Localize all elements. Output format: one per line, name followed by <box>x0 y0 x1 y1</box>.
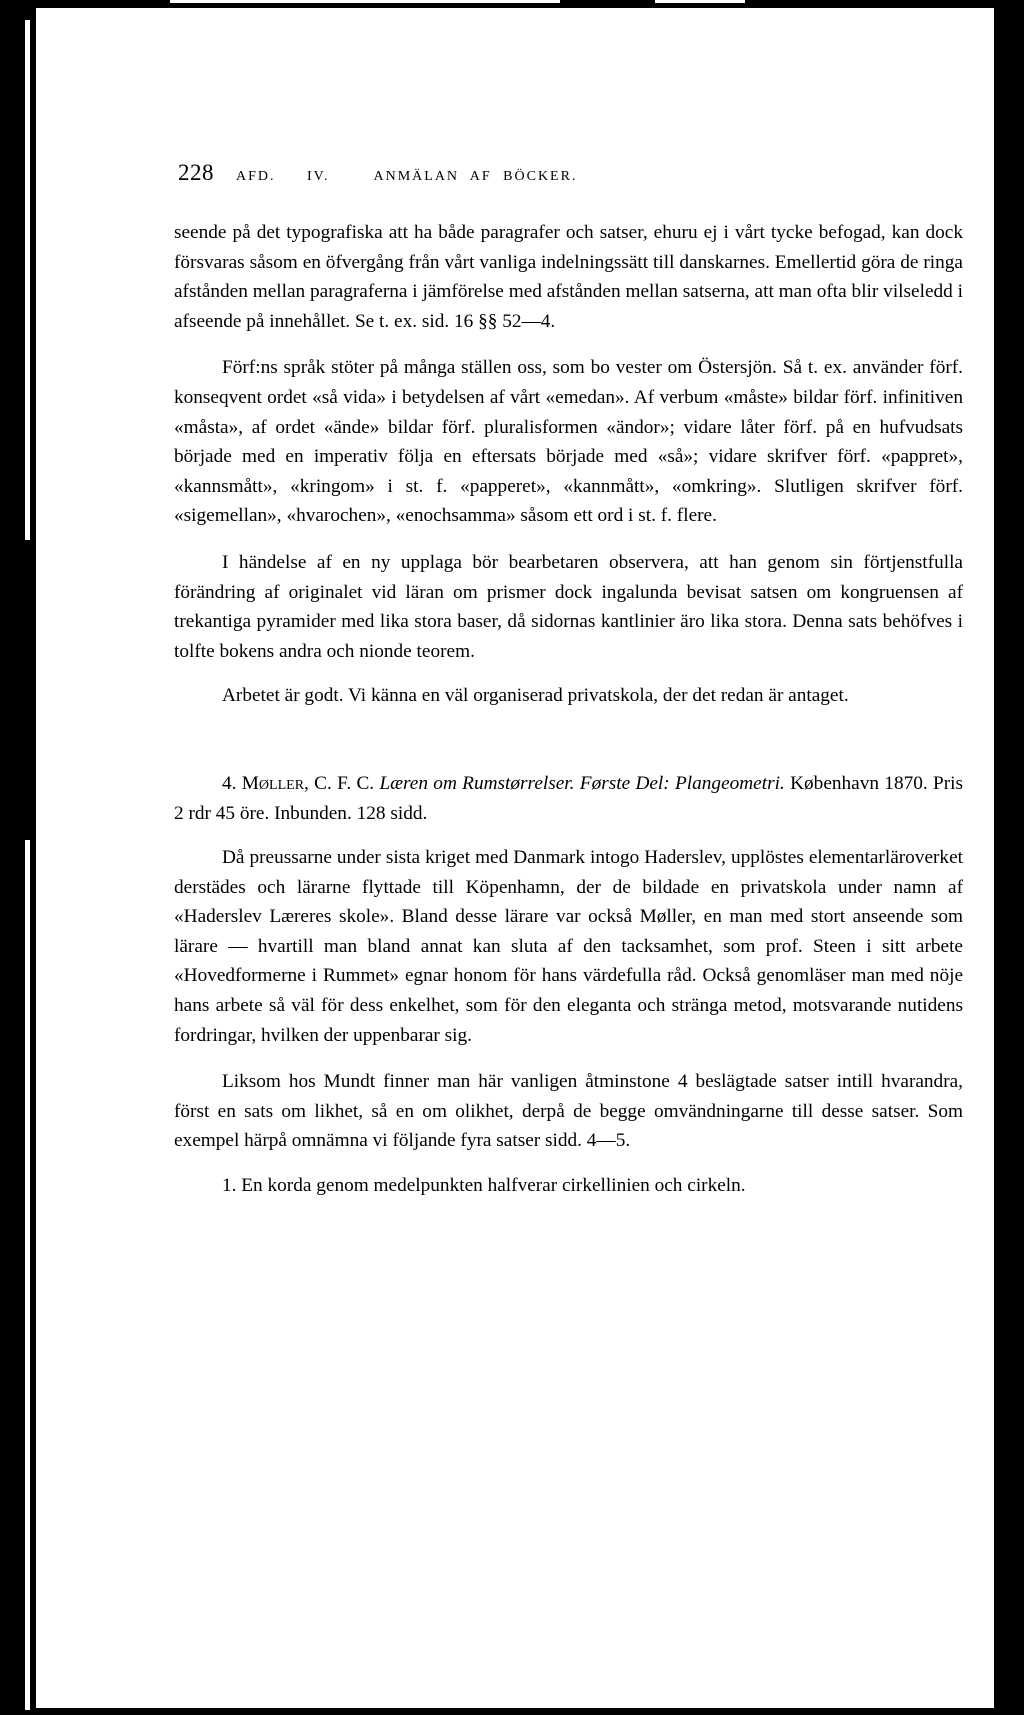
paragraph-new-edition: I händelse af en ny upplaga bör bearbetaren observera, att han genom sin förtjenstfulla förändring af originalet vid läran om prismer dock ingalunda bevisat satsen om kongruensen af trekantiga pyramider med lika stora baser, då sidornas kantlinier äro lika stora. Denna sats behöfves i tolfte bokens andra och nionde teorem. <box>174 551 963 662</box>
paragraph-background: Då preussarne under sista kriget med Danmark intogo Haderslev, upplöstes elementarläroverket derstädes och lärarne flyttade till Köpenhamn, der de bildade en privatskola under namn af «Haderslev Læreres skole». Bland desse lärare var också Møller, en man med stort anseende som lärare — hvartill man bland annat kan sluta af den tacksamhet, som prof. Steen i sitt arbete «Hovedformerne i Rummet» egnar honom för hans värdefulla råd. Också genomläser man med nöje hans arbete så väl för dess enkelhet, som för den eleganta och stränga metod, motsvarande nutidens fordringar, hvilken der uppenbarar sig. <box>174 847 963 1046</box>
body-text <box>174 218 963 1201</box>
paragraph-example-1: 1. En korda genom medelpunkten halfverar cirkellinien och cirkeln. <box>222 1175 746 1197</box>
paragraph-gap <box>174 1050 963 1067</box>
running-head-title: ANMÄLAN AF BÖCKER. <box>373 169 578 184</box>
review-author: Møller, C. F. C. <box>241 772 375 794</box>
paragraph-gap <box>174 666 963 681</box>
paragraph-verdict: Arbetet är godt. Vi känna en väl organiserad privatskola, der det redan är antaget. <box>222 685 849 707</box>
scan-edge-top-right <box>655 0 745 3</box>
review-title-part2: Første Del: Plangeometri. <box>579 772 785 794</box>
paragraph-gap <box>174 531 963 548</box>
review-number: 4. <box>222 772 237 794</box>
section-gap <box>174 711 963 769</box>
scan-edge-top-left <box>170 0 560 3</box>
scan-edge-left-top <box>25 20 30 540</box>
page-number: 228 <box>178 160 214 185</box>
paragraph-gap <box>174 336 963 353</box>
paragraph-method: Liksom hos Mundt finner man här vanligen åtminstone 4 beslägtade satser intill hvarandra, först en sats om likhet, så en om olikhet, derpå de begge omvändningarne till desse satser. Som exempel härpå omnämna vi följande fyra satser sidd. 4—5. <box>174 1071 963 1152</box>
review-entry <box>174 769 963 828</box>
running-head <box>236 169 577 185</box>
paragraph-continued: seende på det typografiska att ha både paragrafer och satser, ehuru ej i vårt tycke befogad, kan dock försvaras såsom en öfvergång från vårt vanliga indelningssätt till danskarnes. Emellertid göra de ringa afstånden mellan paragraferna i jämförelse med afstånden mellan satserna, att man ofta blir vilseledd i afseende på innehållet. Se t. ex. sid. 16 §§ 52—4. <box>174 222 963 332</box>
running-head-section: AFD. IV. <box>236 169 330 184</box>
paragraph-gap <box>174 828 963 843</box>
review-imprint: København 1870. Pris 2 rdr 45 öre. Inbunden. 128 sidd. <box>174 772 963 824</box>
paragraph-gap <box>174 1156 963 1171</box>
paragraph-language-remarks: Förf:ns språk stöter på många ställen oss, som bo vester om Östersjön. Så t. ex. använder förf. konseqvent ordet «så vida» i betydelsen af vårt «emedan». Af verbum «måste» bildar förf. infinitiven «måsta», af ordet «ände» bildar förf. pluralisformen «ändor»; vidare låter förf. på en hufvudsats började med en imperativ följa en eftersats började med «så»; vidare skrifver förf. «pappret», «kannsmått», «kringom» i st. f. «papperet», «kannmått», «omkring». Slutligen skrifver förf. «sigemellan», «hvarochen», «enochsamma» såsom ett ord i st. f. flere. <box>174 357 963 527</box>
scan-edge-left-bottom <box>25 840 30 1710</box>
page-header <box>178 160 938 186</box>
review-title-part1: Læren om Rumstørrelser. <box>379 772 575 794</box>
